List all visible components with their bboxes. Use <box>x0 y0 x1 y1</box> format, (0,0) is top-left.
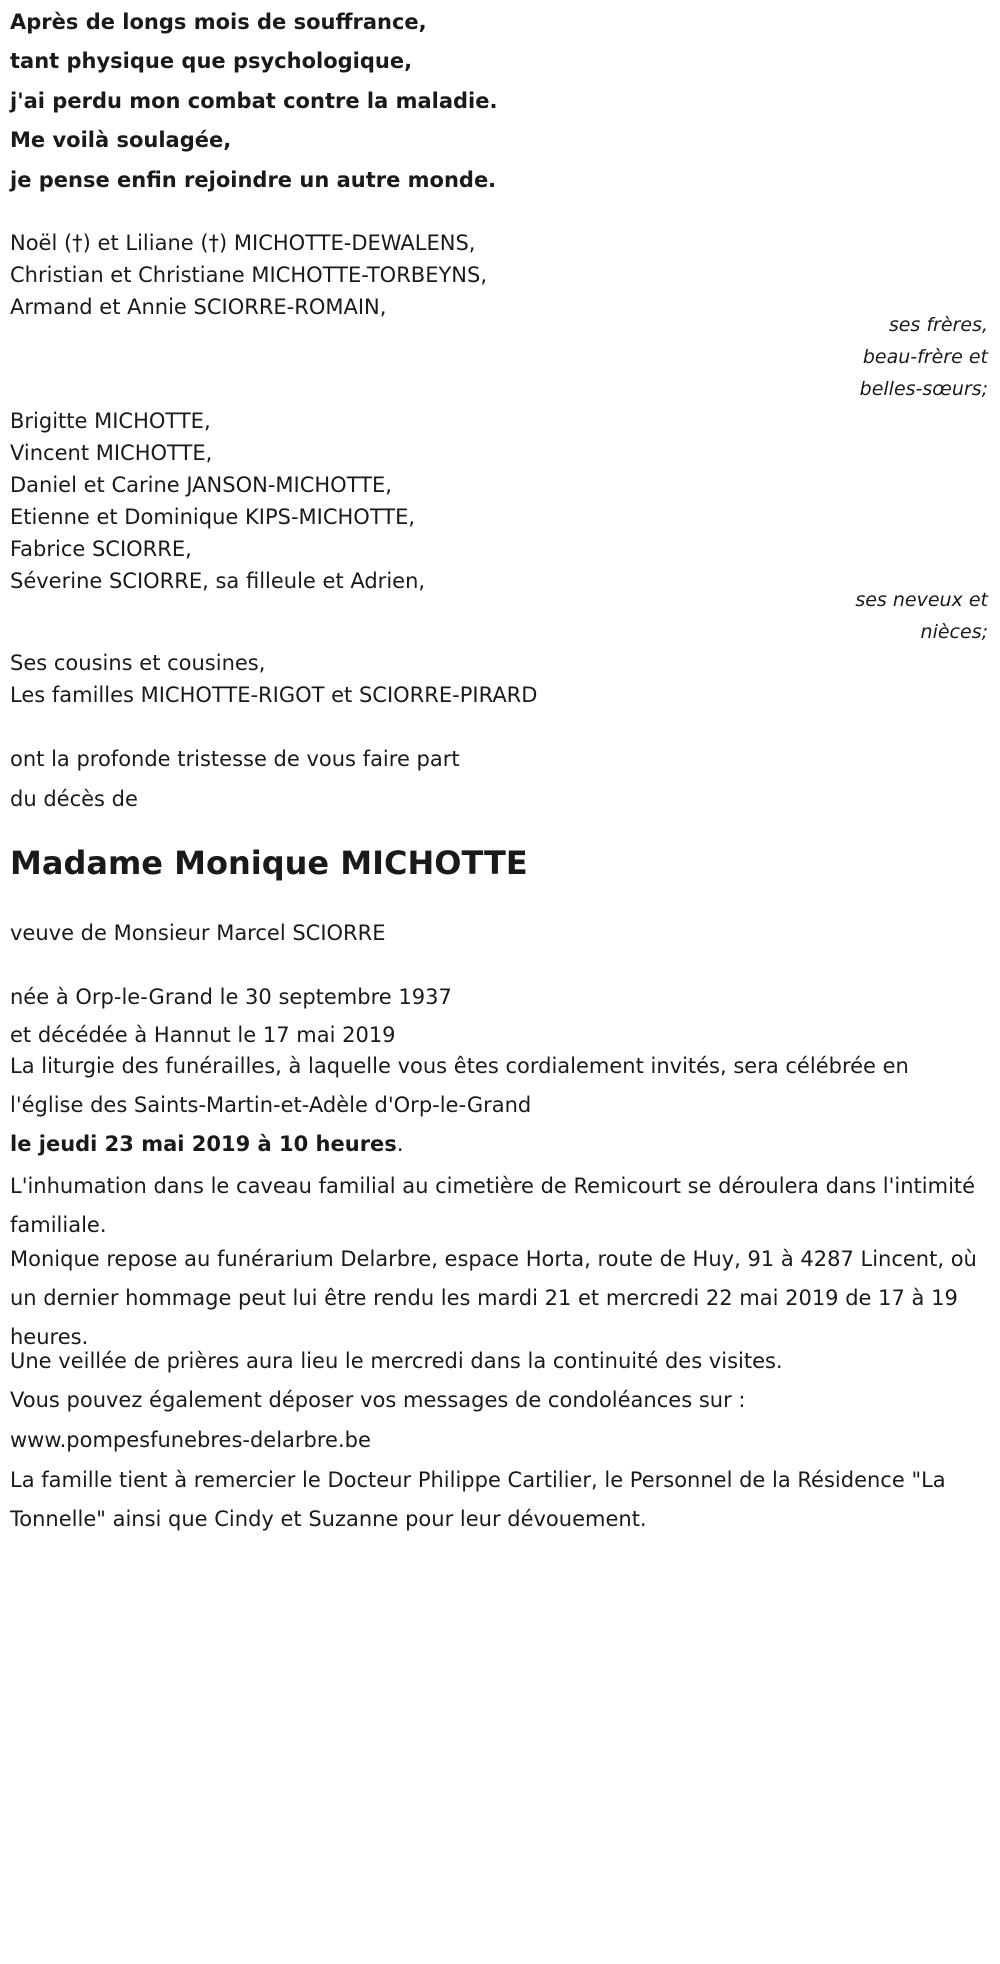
nephew-name: Brigitte MICHOTTE, <box>10 409 211 433</box>
sibling-name: Christian et Christiane MICHOTTE-TORBEYNS, <box>10 263 488 287</box>
poem-line: tant physique que psychologique, <box>10 49 413 73</box>
announcement-line: ont la profonde tristesse de vous faire part <box>10 747 460 771</box>
liturgy-date: le jeudi 23 mai 2019 à 10 heures <box>10 1132 397 1156</box>
nephew-name: Vincent MICHOTTE, <box>10 441 213 465</box>
nephew-name: Séverine SCIORRE, sa filleule et Adrien, <box>10 569 426 593</box>
nephew-relation: nièces; <box>920 621 988 643</box>
announcement-line: du décès de <box>10 787 138 811</box>
birth-info: née à Orp-le-Grand le 30 septembre 1937 <box>10 985 452 1009</box>
nephew-name: Etienne et Dominique KIPS-MICHOTTE, <box>10 505 416 529</box>
widow-of: veuve de Monsieur Marcel SCIORRE <box>10 921 386 945</box>
cousins-line: Ses cousins et cousines, <box>10 651 266 675</box>
poem-line: j'ai perdu mon combat contre la maladie. <box>10 89 498 113</box>
liturgy-date-line <box>10 1125 985 1164</box>
thanks-text: La famille tient à remercier le Docteur Philippe Cartilier, le Personnel de la Résidence "La Tonnelle" ainsi que Cindy et Suzanne pour leur dévouement. <box>10 1468 946 1531</box>
sibling-relation: ses frères, <box>888 314 988 336</box>
condolences-text: Vous pouvez également déposer vos messages de condoléances sur : <box>10 1388 746 1412</box>
sibling-relation: belles-sœurs; <box>859 378 988 400</box>
sibling-relation: beau-frère et <box>862 346 988 368</box>
liturgy-date-suffix: . <box>396 1132 404 1156</box>
poem-line: je pense enfin rejoindre un autre monde. <box>10 168 497 192</box>
death-info: et décédée à Hannut le 17 mai 2019 <box>10 1023 396 1047</box>
cousins-line: Les familles MICHOTTE-RIGOT et SCIORRE-PIRARD <box>10 683 538 707</box>
sibling-name: Noël (†) et Liliane (†) MICHOTTE-DEWALENS, <box>10 231 476 255</box>
nephew-relation: ses neveux et <box>855 589 988 611</box>
nephew-name: Fabrice SCIORRE, <box>10 537 192 561</box>
liturgy-text: La liturgie des funérailles, à laquelle vous êtes cordialement invités, sera célébrée en l'église des Saints-Martin-et-Adèle d'Orp-le-Grand <box>10 1054 909 1117</box>
poem-line: Après de longs mois de souffrance, <box>10 10 427 34</box>
vigil-text: Une veillée de prières aura lieu le mercredi dans la continuité des visites. <box>10 1349 783 1373</box>
sibling-name: Armand et Annie SCIORRE-ROMAIN, <box>10 295 387 319</box>
website-link[interactable]: www.pompesfunebres-delarbre.be <box>10 1428 371 1452</box>
burial-text: L'inhumation dans le caveau familial au cimetière de Remicourt se déroulera dans l'intimité familiale. <box>10 1174 976 1237</box>
nephew-name: Daniel et Carine JANSON-MICHOTTE, <box>10 473 392 497</box>
rest-text: Monique repose au funérarium Delarbre, espace Horta, route de Huy, 91 à 4287 Lincent, où un dernier hommage peut lui être rendu les mardi 21 et mercredi 22 mai 2019 de 17 à 19 heures. <box>10 1247 977 1349</box>
deceased-name: Madame Monique MICHOTTE <box>10 844 528 882</box>
poem-line: Me voilà soulagée, <box>10 128 232 152</box>
